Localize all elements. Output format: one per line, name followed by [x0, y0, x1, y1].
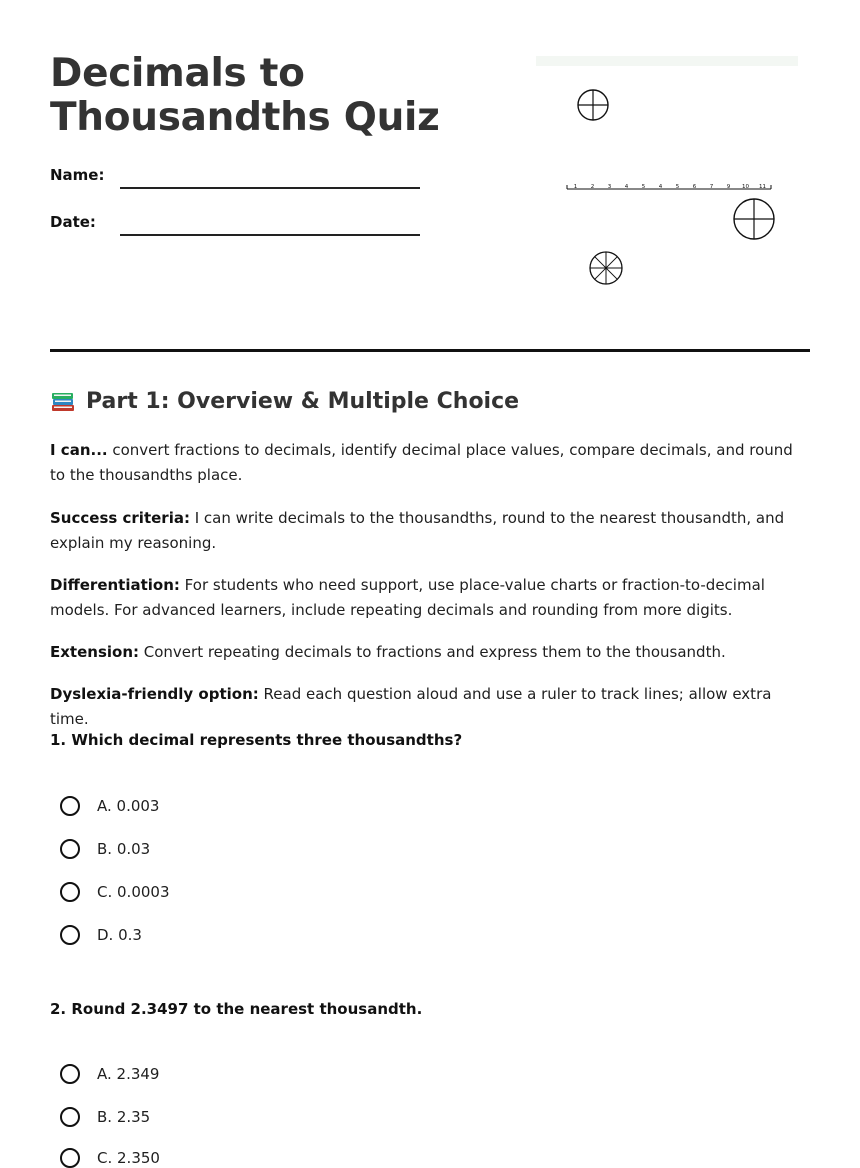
books-icon: [50, 388, 76, 414]
option-label: B. 2.35: [97, 1108, 151, 1126]
question-2-option-c[interactable]: [60, 1148, 160, 1168]
i-can-text: convert fractions to decimals, identify decimal place values, compare decimals, and round to the thousandths place.: [50, 441, 793, 484]
ruler-tick-label: 4: [658, 184, 663, 190]
fraction-illustration: [530, 52, 810, 302]
option-label: A. 0.003: [97, 797, 160, 815]
date-field[interactable]: [120, 234, 420, 236]
page-title: Decimals to Thousandths Quiz: [50, 51, 440, 140]
success-criteria-paragraph: [50, 506, 810, 556]
name-field[interactable]: [120, 187, 420, 189]
option-label: C. 0.0003: [97, 883, 170, 901]
date-label: Date:: [50, 213, 96, 231]
differentiation-paragraph: [50, 573, 810, 623]
question-2: 2. Round 2.3497 to the nearest thousandth.: [50, 1000, 423, 1018]
differentiation-label: Differentiation:: [50, 576, 180, 594]
dyslexia-text: Read each question aloud and use a ruler to track lines; allow extra time.: [50, 685, 772, 728]
fraction-circle-quarters-icon: [578, 90, 608, 120]
success-criteria-text: I can write decimals to the thousandths, round to the nearest thousandth, and explain my reasoning.: [50, 509, 785, 552]
ruler-tick-label: 11: [759, 184, 766, 190]
question-1-option-b[interactable]: [60, 839, 150, 859]
radio-button[interactable]: [60, 1148, 80, 1168]
question-2-option-a[interactable]: [60, 1064, 159, 1084]
ruler-tick-label: 2: [590, 184, 595, 190]
ruler-tick-label: 10: [742, 184, 749, 190]
ruler-tick-label: 6: [692, 184, 697, 190]
i-can-label: I can...: [50, 441, 108, 459]
ruler-tick-label: 4: [624, 184, 629, 190]
radio-button[interactable]: [60, 925, 80, 945]
radio-button[interactable]: [60, 839, 80, 859]
dyslexia-label: Dyslexia-friendly option:: [50, 685, 259, 703]
success-criteria-label: Success criteria:: [50, 509, 190, 527]
question-1-option-a[interactable]: [60, 796, 159, 816]
part1-heading: [50, 388, 519, 414]
extension-text: Convert repeating decimals to fractions and express them to the thousandth.: [139, 643, 726, 661]
header-divider: [50, 349, 810, 352]
radio-button[interactable]: [60, 882, 80, 902]
fraction-circle-halves-icon: [734, 199, 774, 239]
number-line-ruler-icon: [567, 184, 771, 190]
option-label: B. 0.03: [97, 840, 151, 858]
radio-button[interactable]: [60, 1107, 80, 1127]
option-label: C. 2.350: [97, 1149, 160, 1167]
part1-heading-text: Part 1: Overview & Multiple Choice: [86, 388, 520, 414]
ruler-tick-label: 5: [641, 184, 646, 190]
dyslexia-paragraph: [50, 682, 810, 732]
option-label: D. 0.3: [97, 926, 142, 944]
ruler-tick-label: 1: [573, 184, 578, 190]
extension-label: Extension:: [50, 643, 139, 661]
radio-button[interactable]: [60, 796, 80, 816]
faint-band: [536, 56, 798, 66]
ruler-tick-label: 3: [607, 184, 612, 190]
ruler-tick-label: 7: [709, 184, 714, 190]
differentiation-text: For students who need support, use place-value charts or fraction-to-decimal models. For advanced learners, include repeating decimals and rounding from more digits.: [50, 576, 765, 619]
fraction-circle-eighths-icon: [590, 252, 622, 284]
question-1: 1. Which decimal represents three thousandths?: [50, 731, 463, 749]
option-label: A. 2.349: [97, 1065, 160, 1083]
i-can-paragraph: [50, 438, 810, 488]
question-1-option-c[interactable]: [60, 882, 170, 902]
extension-paragraph: [50, 640, 810, 665]
question-1-option-d[interactable]: [60, 925, 142, 945]
ruler-tick-label: 9: [726, 184, 731, 190]
question-2-option-b[interactable]: [60, 1107, 150, 1127]
radio-button[interactable]: [60, 1064, 80, 1084]
ruler-tick-label: 5: [675, 184, 680, 190]
name-label: Name:: [50, 166, 105, 184]
